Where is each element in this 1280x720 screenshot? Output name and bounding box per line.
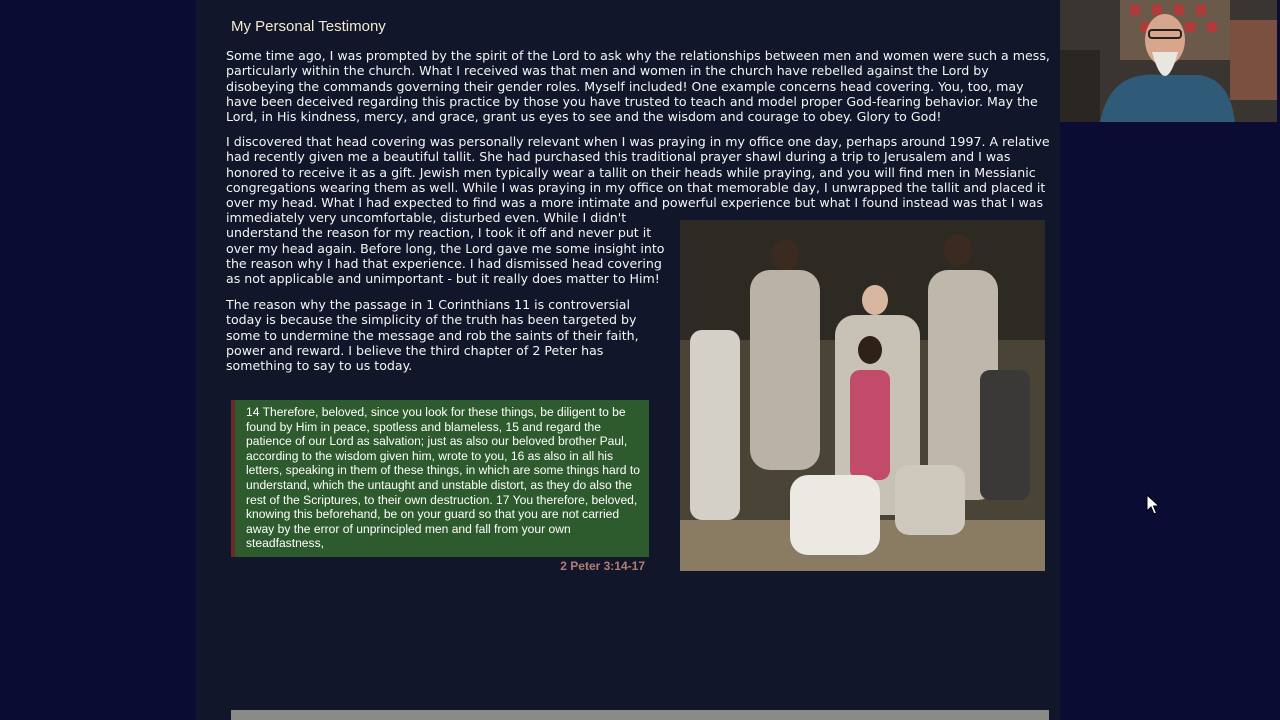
paragraph-tallit-continued: immediately very uncomfortable, disturbed even. While I didn't understand the reason for my reaction, I took it off and never put it over my head again. Before long, the Lord gave me some insight into the reason why I had that experience. I had dismissed head covering as not applicable and unimportant - but it really does matter to Him! [226, 210, 665, 287]
paragraph-tallit: I discovered that head covering was personally relevant when I was praying in my office one day, perhaps around 1997. A relative had recently given me a beautiful tallit. She had purchased this traditional prayer shawl during a trip to Jerusalem and I was honored to receive it as a gift. Jewish men typically wear a tallit on their heads while praying, and you will find men in Messianic congregations wearing them as well. While I was praying in my office on that memorable day, I unwrapped the tallit and placed it over my head. What I had expected to find was a more intimate and powerful experience but what I found instead was that I was [226, 134, 1050, 211]
paragraph-corinthians: The reason why the passage in 1 Corinthians 11 is controversial today is because the simplicity of the truth has been targeted by some to undermine the message and rob the saints of their faith, power and reward. I believe the third chapter of 2 Peter has something to say to us today. [226, 297, 639, 374]
article-page [196, 0, 1060, 720]
mouse-cursor [1146, 494, 1160, 520]
paragraph-intro: Some time ago, I was prompted by the spirit of the Lord to ask why the relationships between men and women were such a mess, particularly within the church. What I received was that men and women in the church have rebelled against the Lord by disobeying the commands governing their gender roles. Myself included! One example concerns head covering. You, too, may have been deceived regarding this practice by those you have trusted to teach and model proper God-fearing behavior. May the Lord, in His kindness, mercy, and grace, grant us eyes to see and the wisdom and courage to obey. Glory to God! [226, 48, 1050, 125]
scripture-quote: 14 Therefore, beloved, since you look for these things, be diligent to be found by Him in peace, spotless and blameless, 15 and regard the patience of our Lord as salvation; just as also our beloved brother Paul, according to the wisdom given him, wrote to you, 16 as also in all his letters, speaking in them of these things, in which are some things hard to understand, which the untaught and unstable distort, as they do also the rest of the Scriptures, to their own destruction. 17 You therefore, beloved, knowing this beforehand, be on your guard so that you are not carried away by the error of unprincipled men and fall from your own steadfastness, [231, 400, 649, 557]
next-image-edge [231, 710, 1049, 720]
photo-illustration [680, 220, 1045, 571]
webcam-overlay [1060, 0, 1277, 122]
webcam-presenter-illustration [1060, 0, 1277, 122]
arrow-cursor-icon [1146, 494, 1160, 516]
scripture-citation: 2 Peter 3:14-17 [560, 559, 645, 573]
article-title: My Personal Testimony [231, 18, 386, 35]
historical-family-photo [680, 220, 1045, 571]
